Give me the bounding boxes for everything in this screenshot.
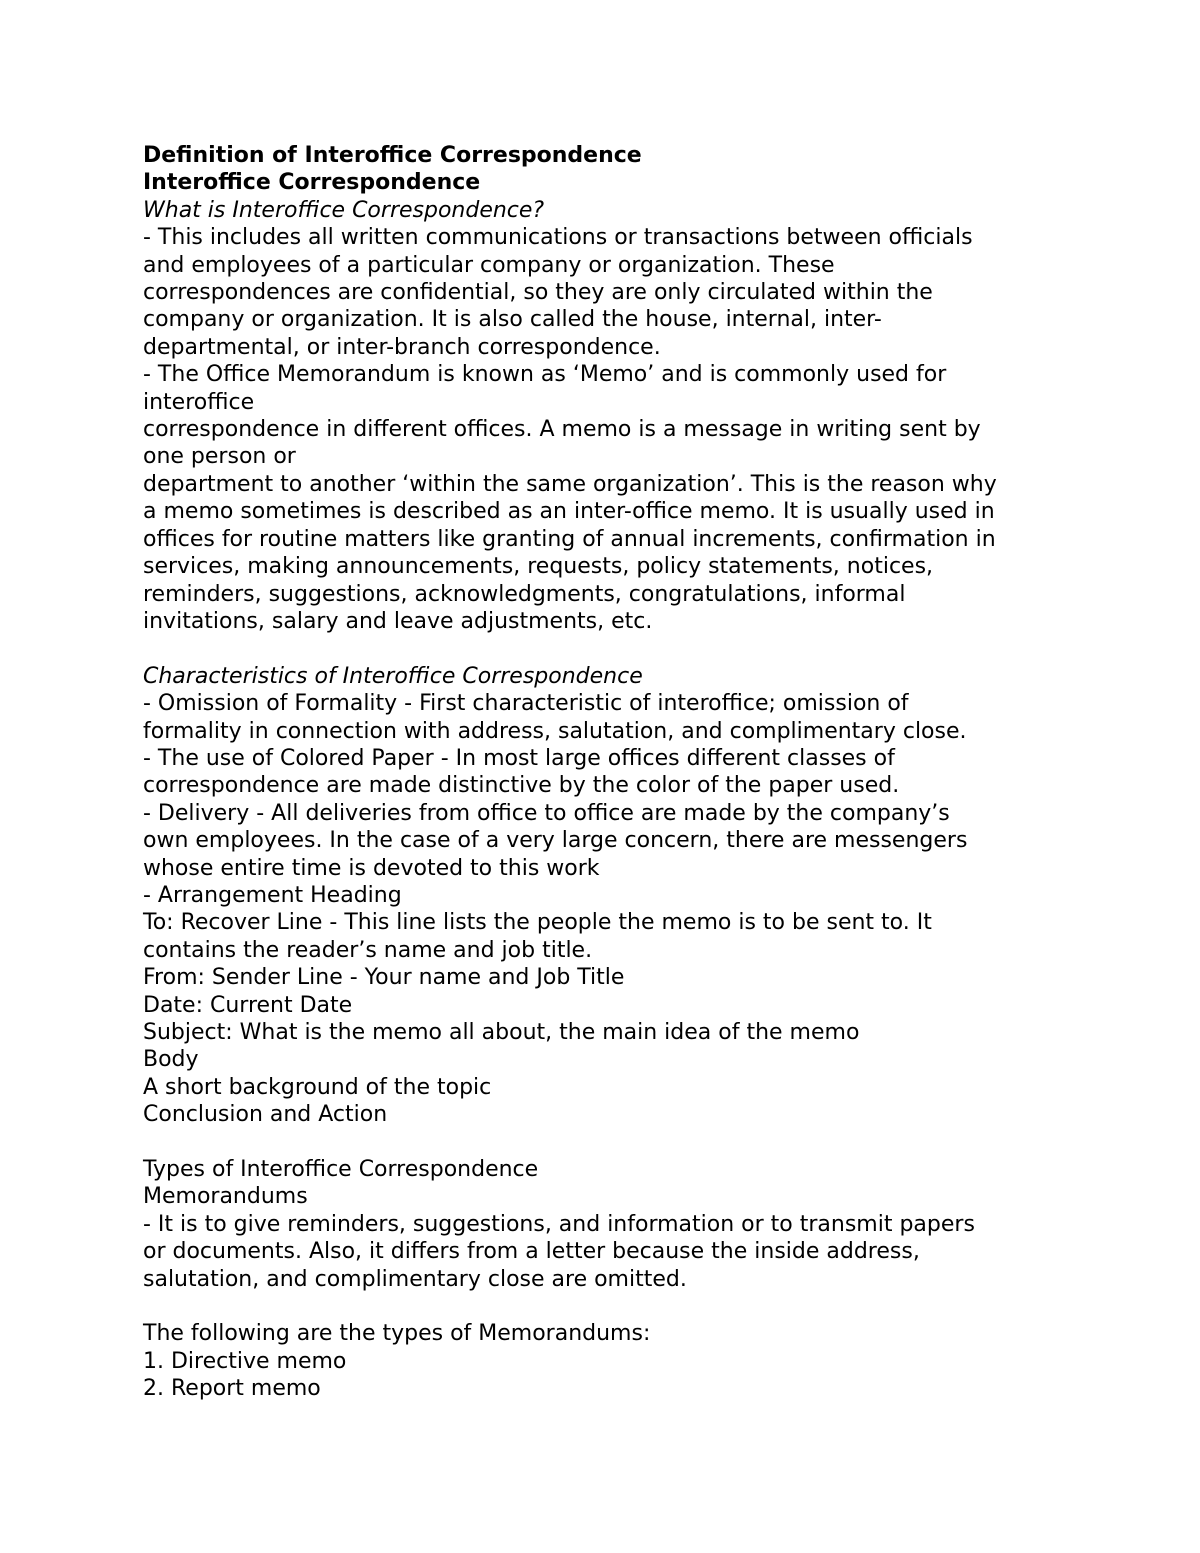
text-line: Date: Current Date [143, 992, 353, 1018]
text-line: - This includes all written communications or transactions between officials [143, 225, 973, 251]
text-line: correspondence in different offices. A memo is a message in writing sent by [143, 417, 981, 443]
list-item: 1. Directive memo [143, 1348, 347, 1374]
text-line: From: Sender Line - Your name and Job Title [143, 965, 625, 991]
paragraph-gap [143, 1129, 1068, 1156]
text-line: own employees. In the case of a very large concern, there are messengers [143, 828, 968, 854]
text-line: interoffice [143, 389, 255, 415]
text-line: and employees of a particular company or organization. These [143, 252, 835, 278]
text-line: or documents. Also, it differs from a letter because the inside address, [143, 1239, 920, 1265]
text-line: company or organization. It is also called the house, internal, inter- [143, 307, 882, 333]
text-line: - Omission of Formality - First characteristic of interoffice; omission of [143, 691, 909, 717]
list-item: 2. Report memo [143, 1376, 321, 1402]
text-line: department to another ‘within the same organization’. This is the reason why [143, 471, 997, 497]
text-line: - Arrangement Heading [143, 882, 402, 908]
text-line: - It is to give reminders, suggestions, and information or to transmit papers [143, 1211, 975, 1237]
text-line: reminders, suggestions, acknowledgments, congratulations, informal [143, 581, 906, 607]
text-line: A short background of the topic [143, 1074, 492, 1100]
characteristics-heading: Characteristics of Interoffice Correspondence [143, 663, 643, 689]
document-subtitle: Interoffice Correspondence [143, 170, 481, 196]
paragraph-gap [143, 1293, 1068, 1320]
text-line: whose entire time is devoted to this work [143, 855, 600, 881]
text-line: one person or [143, 444, 296, 470]
text-line: Conclusion and Action [143, 1102, 388, 1128]
text-line: a memo sometimes is described as an inter-office memo. It is usually used in [143, 499, 995, 525]
question-heading: What is Interoffice Correspondence? [143, 197, 545, 223]
text-line: salutation, and complimentary close are omitted. [143, 1266, 687, 1292]
text-line: correspondence are made distinctive by the color of the paper used. [143, 773, 900, 799]
text-line: - Delivery - All deliveries from office to office are made by the company’s [143, 800, 950, 826]
text-line: offices for routine matters like granting of annual increments, confirmation in [143, 526, 996, 552]
text-line: - The use of Colored Paper - In most large offices different classes of [143, 745, 895, 771]
text-line: Body [143, 1047, 199, 1073]
text-line: correspondences are confidential, so they are only circulated within the [143, 280, 933, 306]
text-line: Memorandums [143, 1184, 308, 1210]
intro-section [143, 224, 1068, 635]
text-line: To: Recover Line - This line lists the people the memo is to be sent to. It [143, 910, 932, 936]
text-line: services, making announcements, requests, policy statements, notices, [143, 554, 934, 580]
text-line: departmental, or inter-branch correspondence. [143, 334, 661, 360]
memo-types-list [143, 1348, 1068, 1403]
document-title: Definition of Interoffice Correspondence [143, 143, 642, 168]
characteristics-section [143, 690, 1068, 1129]
memo-types-heading: The following are the types of Memorandums: [143, 1321, 651, 1347]
text-line: - The Office Memorandum is known as ‘Memo’ and is commonly used for [143, 362, 947, 388]
types-heading: Types of Interoffice Correspondence [143, 1157, 539, 1182]
text-line: contains the reader’s name and job title. [143, 937, 593, 963]
document-body [143, 142, 1068, 1403]
text-line: invitations, salary and leave adjustments, etc. [143, 608, 653, 634]
types-section [143, 1183, 1068, 1293]
paragraph-gap [143, 635, 1068, 662]
text-line: Subject: What is the memo all about, the main idea of the memo [143, 1019, 860, 1045]
text-line: formality in connection with address, salutation, and complimentary close. [143, 718, 967, 744]
